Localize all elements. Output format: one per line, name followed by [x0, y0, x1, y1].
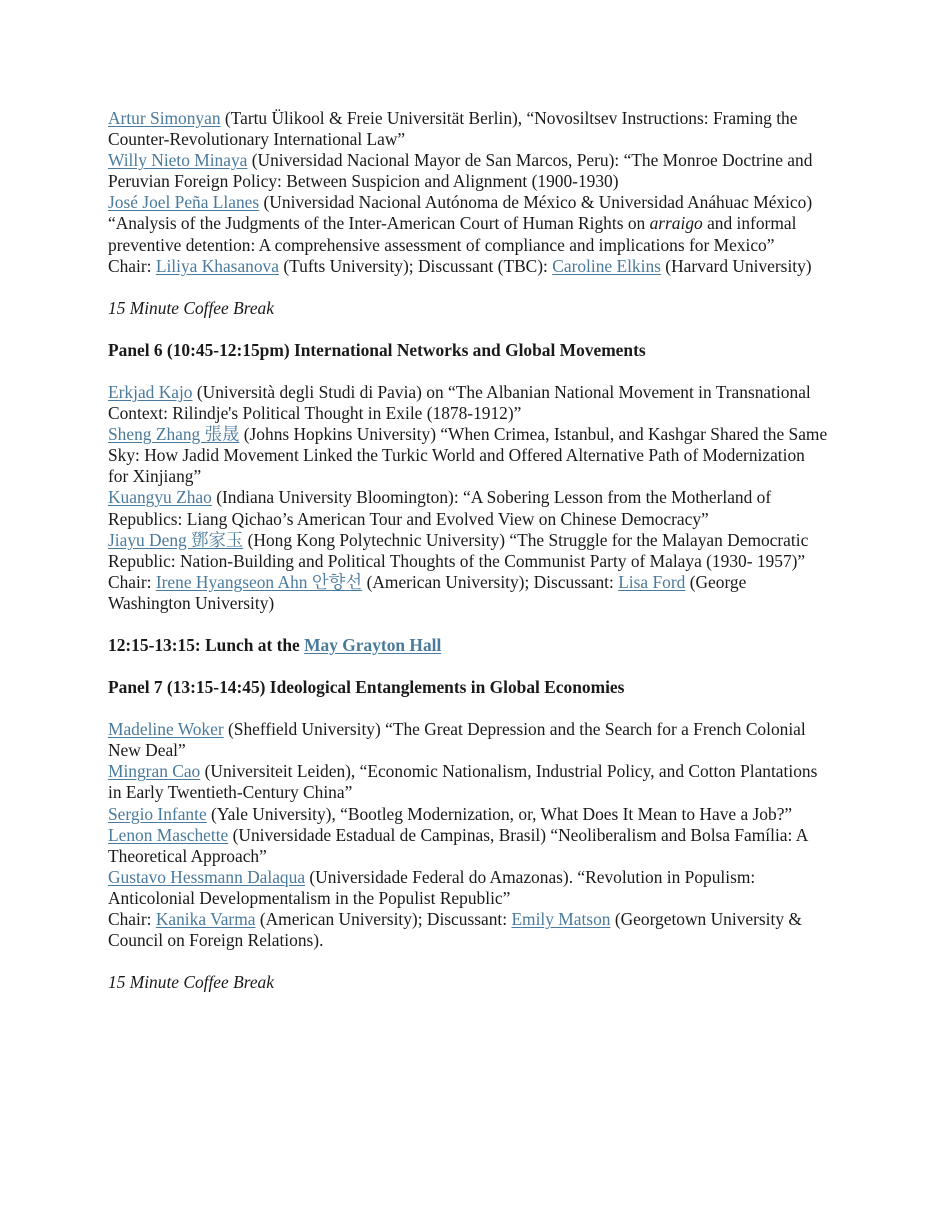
chair-discussant-line: [108, 256, 828, 277]
chair-label: Chair:: [108, 255, 156, 276]
presentation-details: (Indiana University Bloomington): “A Sobering Lesson from the Motherland of Republics: Liang Qichao’s American Tour and Evolved View on Chinese Democracy”: [108, 487, 772, 529]
presenter-entry: [108, 825, 828, 867]
presenter-entry: [108, 424, 828, 487]
presentation-details: (Universidad Nacional Autónoma de México & Universidad Anáhuac México) “Analysis of the Judgments of the Inter-American Court of Human Rights on: [108, 192, 813, 234]
presenter-link[interactable]: José Joel Peña Llanes: [108, 192, 260, 213]
chair-label: Chair:: [108, 571, 156, 592]
presentation-details: (Universidade Estadual de Campinas, Brasil) “Neoliberalism and Bolsa Família: A Theoretical Approach”: [108, 824, 808, 866]
presenter-entry: [108, 867, 828, 909]
discussant-affiliation: (George Washington University): [108, 571, 747, 613]
presentation-details: (Tartu Ülikool & Freie Universität Berlin), “Novosiltsev Instructions: Framing the Counter-Revolutionary International Law”: [108, 108, 798, 150]
chair-affiliation: (American University); Discussant:: [362, 571, 619, 592]
discussant-affiliation: (Harvard University): [660, 255, 812, 276]
chair-affiliation: (American University); Discussant:: [255, 909, 512, 929]
presenter-link[interactable]: Gustavo Hessmann Dalaqua: [108, 866, 306, 887]
presenter-link[interactable]: Sergio Infante: [108, 803, 207, 824]
coffee-break: 15 Minute Coffee Break: [108, 972, 274, 993]
presenter-entry: [108, 487, 828, 529]
presenter-entry: [108, 530, 828, 572]
presenter-link[interactable]: Kuangyu Zhao: [108, 487, 212, 508]
presenter-link[interactable]: Artur Simonyan: [108, 108, 221, 128]
chair-link[interactable]: Liliya Khasanova: [155, 255, 279, 276]
lunch-time: 12:15-13:15: Lunch at the: [108, 634, 305, 655]
presentation-details: and informal preventive detention: A comprehensive assessment of compliance and implications for Mexico”: [108, 213, 797, 255]
panel-heading: Panel 7 (13:15-14:45) Ideological Entanglements in Global Economies: [108, 677, 625, 698]
presenter-link[interactable]: Erkjad Kajo: [108, 381, 193, 402]
presenter-link[interactable]: Jiayu Deng 鄧家玉: [108, 529, 244, 550]
presenter-entry: [108, 150, 828, 192]
presenter-link[interactable]: Lenon Maschette: [108, 824, 229, 845]
presentation-details: (Universiteit Leiden), “Economic Nationalism, Industrial Policy, and Cotton Plantations in Early Twentieth-Century China”: [108, 761, 818, 803]
discussant-affiliation: (Georgetown University & Council on Foreign Relations).: [108, 909, 802, 951]
coffee-break: 15 Minute Coffee Break: [108, 297, 274, 318]
discussant-link[interactable]: Caroline Elkins: [552, 255, 661, 276]
presenter-link[interactable]: Mingran Cao: [108, 761, 201, 782]
presentation-details: (Sheffield University) “The Great Depression and the Search for a French Colonial New Deal”: [108, 719, 806, 761]
presentation-details: (Johns Hopkins University) “When Crimea, Istanbul, and Kashgar Shared the Same Sky: How Jadid Movement Linked the Turkic World and Offered Alternative Path of Modernization for Xinjiang”: [108, 424, 828, 487]
panel-heading: Panel 6 (10:45-12:15pm) International Networks and Global Movements: [108, 339, 646, 360]
discussant-link[interactable]: Lisa Ford: [618, 571, 686, 592]
venue-link[interactable]: May Grayton Hall: [304, 634, 442, 655]
program-content: [108, 108, 828, 993]
chair-link[interactable]: Irene Hyangseon Ahn 안향선: [155, 571, 363, 592]
discussant-link[interactable]: Emily Matson: [511, 909, 611, 929]
italic-term: arraigo: [649, 213, 703, 234]
presenter-entry: [108, 719, 828, 761]
presenter-link[interactable]: Madeline Woker: [108, 719, 224, 740]
chair-affiliation: (Tufts University); Discussant (TBC):: [278, 255, 553, 276]
presentation-details: (Universidade Federal do Amazonas). “Revolution in Populism: Anticolonial Developmentalism in the Populist Republic”: [108, 866, 756, 908]
chair-discussant-line: [108, 909, 828, 951]
chair-discussant-line: [108, 572, 828, 614]
presenter-link[interactable]: Willy Nieto Minaya: [108, 150, 248, 171]
chair-link[interactable]: Kanika Varma: [155, 909, 256, 929]
presentation-details: (Hong Kong Polytechnic University) “The Struggle for the Malayan Democratic Republic: Nation-Building and Political Thoughts of the Communist Party of Malaya (1930- 1957)”: [108, 529, 809, 571]
lunch-line: [108, 635, 828, 656]
presentation-details: (Universidad Nacional Mayor de San Marcos, Peru): “The Monroe Doctrine and Peruvian Foreign Policy: Between Suspicion and Alignment (1900-1930): [108, 150, 813, 192]
presenter-entry: [108, 804, 828, 825]
presenter-link[interactable]: Sheng Zhang 張晟: [108, 424, 240, 445]
presenter-entry: [108, 108, 828, 150]
presenter-entry: [108, 192, 828, 255]
presenter-entry: [108, 761, 828, 803]
presentation-details: (Università degli Studi di Pavia) on “The Albanian National Movement in Transnational Context: Rilindje's Political Thought in Exile (1878-1912)”: [108, 381, 811, 424]
presenter-entry: [108, 382, 828, 424]
presentation-details: (Yale University), “Bootleg Modernization, or, What Does It Mean to Have a Job?”: [206, 803, 793, 824]
chair-label: Chair:: [108, 909, 156, 929]
